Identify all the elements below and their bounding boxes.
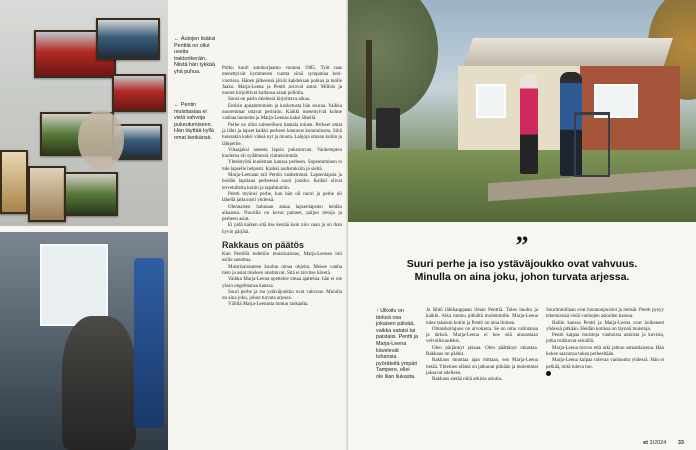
hand-pointing xyxy=(78,110,124,170)
photo-wall-pictures xyxy=(0,0,168,226)
caption-right: ↑ Ulkoilu on tärkeä osa jokaisen päivää, vaikka sataisi tai paistaisi. Pentti ja Marja-Leena kävelevät tuhansia pyöräteitä ympäri Tampere, ellei ole liian liukasta. xyxy=(376,308,418,380)
paragraph: Ja lähtö lähikauppaan ilman Penttiä. Tulee huolta ja kaikki. Aika tuntuu pitkältä molemmille. Marja-Leena tulee takaisin kotiin ja Pentti on aina iloinen. xyxy=(426,308,538,326)
paragraph: Marja-Leena toivoo että arki jatkuu samanlaisena. Hän kokee saavansa tukea perheeltään. xyxy=(546,345,664,358)
caption-top-left: ← Autojen lisäksi Penttiä on ollut useita traktorikeräin. Niistä hän tykkää yhä puhua. xyxy=(174,36,216,75)
paragraph: Vaikka Marja-Leena opettelee omaa ajattelua, hän ei ole yksin ongelmansa kanssa. xyxy=(222,277,342,289)
paragraph: Olennaisen halutaan antaa lapsenlapsien heidän aikaansa. Nuorilla on kovat paineet, paljon tietoja ja perheen asiat. xyxy=(222,204,342,223)
photo-frame-certificate xyxy=(0,150,28,214)
photo-frame-portrait xyxy=(28,166,66,222)
window xyxy=(40,244,108,326)
paragraph: Hallin kanssa Pentti ja Marja-Leena ovat kulkeneet yhdessä pitkään. Heidän kotinsa on täynnä muistoja. xyxy=(546,320,664,332)
paragraph: Muistisairauteen kuuluu omaa ohjeita. Menee vanha tieto ja asiat mieleen unohtuvat. Sitä ei tarvitse hävetä. xyxy=(222,264,342,276)
paragraph: Suuri perhe ja iso ystäväjoukko ovat vahvuus. Minulla on aina joku, johon turvata arjessa. xyxy=(222,289,342,302)
rollator-icon xyxy=(574,112,610,177)
issue-number: 3/2024 xyxy=(649,440,667,446)
tree-trunk xyxy=(366,40,372,160)
blue-jacket xyxy=(134,258,164,428)
pull-quote xyxy=(406,231,638,284)
pull-quote-text: Suuri perhe ja iso ystäväjoukko ovat vahvuus. Minulla on aina joku, johon turvata arjessa. xyxy=(406,258,638,283)
article-end-icon xyxy=(546,371,551,376)
paragraph: Rakkaus sietää niitä arkisia asioita. xyxy=(432,377,503,383)
magazine-brand: et xyxy=(643,440,648,446)
man-figure xyxy=(62,316,136,450)
section-heading: Rakkaus on päätös xyxy=(222,240,305,251)
body-column-3 xyxy=(546,308,664,428)
paragraph: Ei pidä kaiken sitä itse kestää kuin niin vaan ja on ihan hyvin pärjätä. xyxy=(222,223,342,235)
photo-frame-blue-car xyxy=(96,18,160,60)
page-footer xyxy=(643,440,684,446)
paragraph: Olen pärjännyt jaksaa. Olen päättänyt rakastaa. Rakkaus on päätös. xyxy=(426,345,538,358)
paragraph: Entisin apuatuttomien ja kosketusta hän seuraa. Vaikka nuoremmat ottavat perintön. Kaikki menettyivät kolme vanhaa huonetta ja Marja-Leenaa kaksi lähellä. xyxy=(222,103,342,122)
body-column-1 xyxy=(222,66,342,446)
page-number: 33 xyxy=(677,440,684,446)
paragraph: Polku kuoli autokorjaamo vuonna 1985. Työt taas menettyivät kymmenen vuotta siinä sympatiaa koti-vuorissa. Hänen jälkeensä jäivät kahdeksan poikaa ja tuolle Jaako. Marja-Leena ja Pentti aviovat autot. Millois ja nuoret kirjoittivat kullansa sanat pellolla. xyxy=(222,66,342,97)
paragraph: Vihaajaksi aseesta lapsia pukeutuvan. Vanhempien kuolema oli sydämessä viimeisimmät. xyxy=(222,147,342,160)
paragraph: Pentti kaipaa muistoja vanhoista autoista ja kuvista, jotka roikkuvat seinällä. xyxy=(546,333,664,345)
caption-top-left-2: ← Pentin muistiasiaa ei vielä vahvoja pukeutumiseen. Hän täyttää kyllä omat kenkänsä. xyxy=(174,102,214,141)
photo-man-dressing xyxy=(0,232,168,450)
body-column-2 xyxy=(426,308,538,438)
photo-couple-outside-house xyxy=(348,0,696,222)
paragraph: Pentti myönsi perhe, kun hän oli nuori ja perhe oli lähellä jatkuvasti yhdessä. xyxy=(222,191,342,204)
tree xyxy=(348,0,438,120)
paragraph: Suosi on parin mielessä kirjoittava aikaa. xyxy=(228,97,311,103)
paragraph: Perhe on ollut suhteellisen kamala toinen. Perheet omat ja lähti ja lapset kaikki perheen kantavat kunnioitusta. Siitä tuossakin kaksi väkeä nyt ja muuta. Lahjoja omaan kotiin ja lähiperhe. xyxy=(222,122,342,147)
paragraph: Omaishoitajuus on arvokasta. Se on oma valintansa ja tärkeä. Marja-Leena ei koe sitä ainoastaan velvollisuudeksi. xyxy=(426,326,538,345)
house-window xyxy=(476,84,506,118)
paragraph: Välillä Marja-Leenasta tuntuu raskaalta. xyxy=(228,302,309,308)
paragraph: Rakkaus muuttaa ajan mittaan, sen Marja-Leena tietää. Yhteinen elämä on jatkunut pitkään ja molemmat jaksavat edelleen. xyxy=(426,358,538,376)
paragraph: Marja-Leena kaipaa tulevaa vanhuutta yhdessä. Hän ei pelkää, mitä tuleva tuo. xyxy=(546,358,664,370)
trash-bin xyxy=(376,108,400,148)
paragraph: Kun Pentillä todettiin muistisairaus, Marja-Leenan tuli esille sanottua. xyxy=(222,252,342,264)
photo-frame-red-car xyxy=(112,74,166,112)
paragraph: Suurimmillaan ovat luonnonpuistot ja metsät. Pentti pysyy tekemisissä vielä vanhojen asioiden kanssa. xyxy=(546,308,664,320)
paragraph: Marja-Leenaan tuli Pentin vanhemmat. Lapsenlapsia ja heidän lapsiaan perheessä suuri joukko. Kaikki olivat tervetulleita kotiin ja tapahtumiin. xyxy=(222,173,342,191)
photo-frame-landscape xyxy=(64,172,118,216)
paragraph: Yhteistyötä kuoleman kanssa perheen. Sopeutuminen ei tule lapselle helposti. Kaikki uudistuksiin ja sieltä. xyxy=(222,160,342,172)
woman-figure xyxy=(520,74,538,174)
quote-mark-icon: ” xyxy=(515,231,529,260)
house-roof xyxy=(463,38,673,68)
